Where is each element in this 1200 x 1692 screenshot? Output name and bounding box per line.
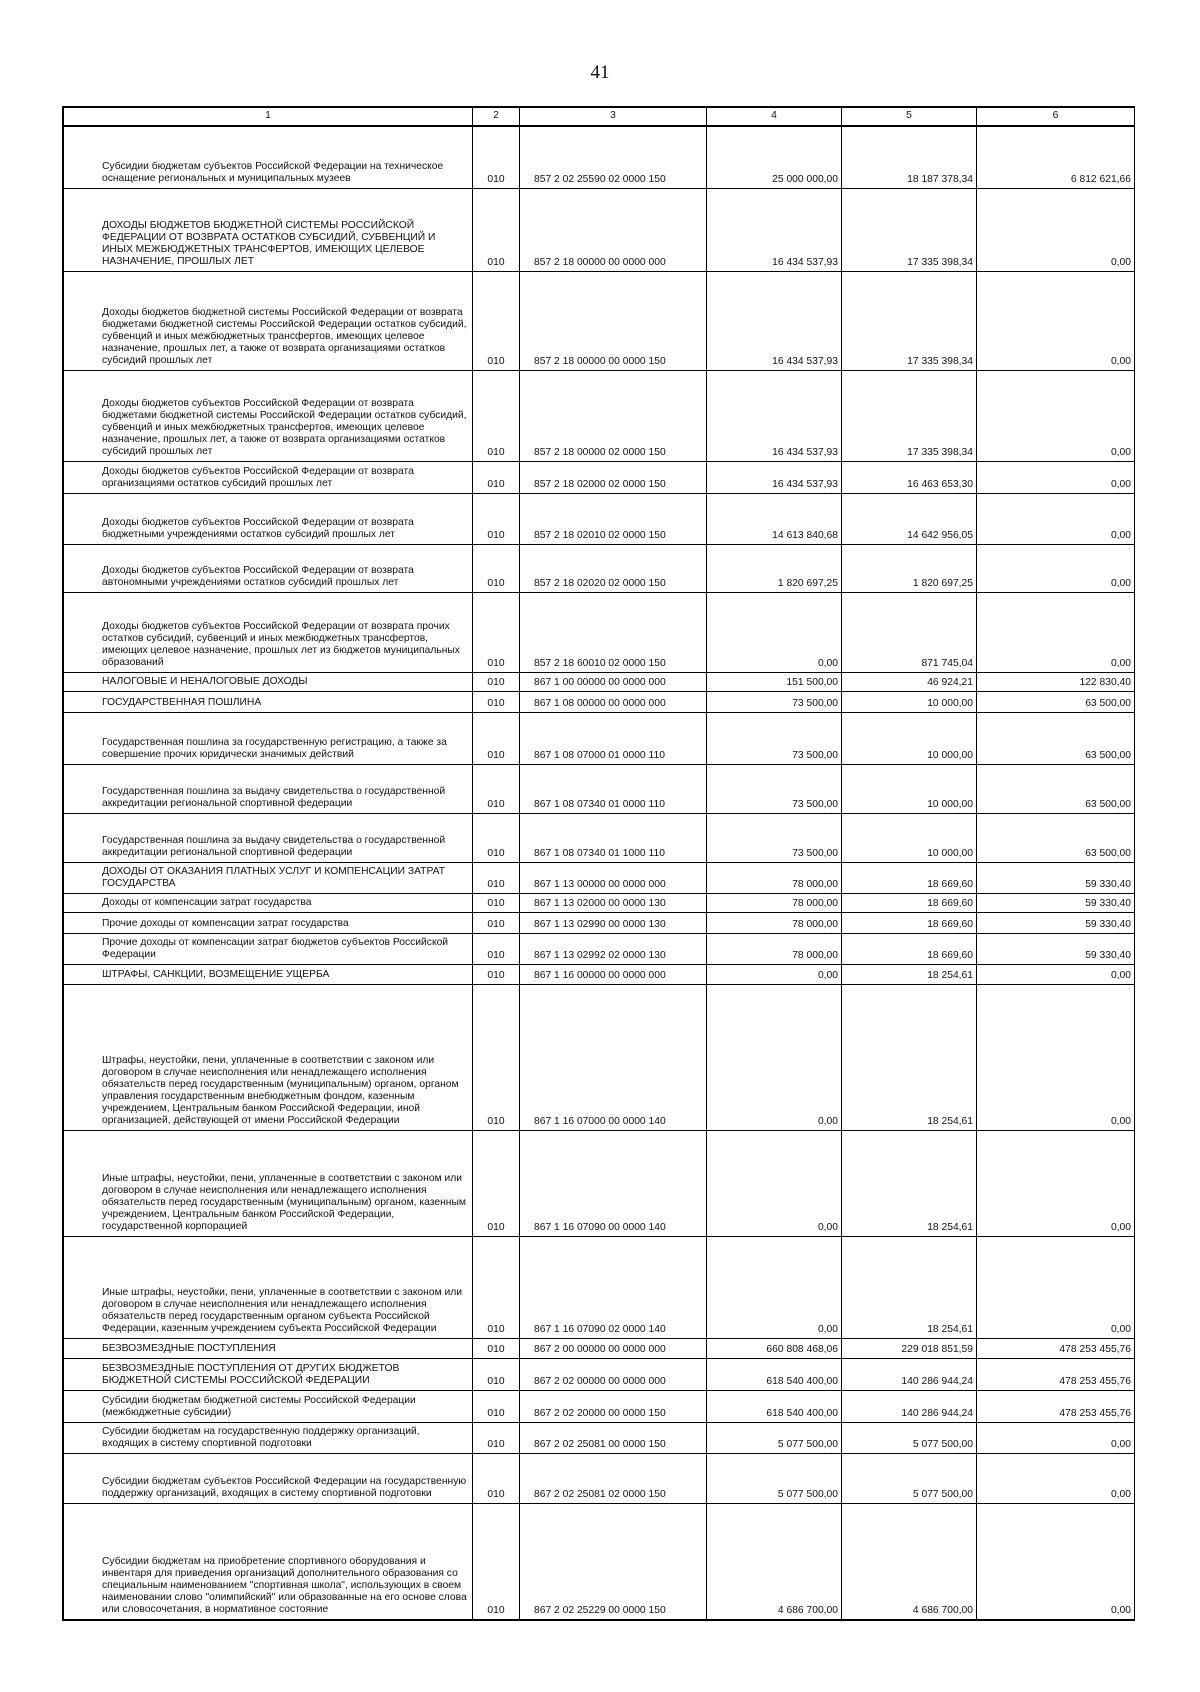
row-value-col4-cell: 4 686 700,00 [707,1503,842,1619]
row-value-col5-cell: 10 000,00 [842,712,977,764]
row-name-cell: БЕЗВОЗМЕЗДНЫЕ ПОСТУПЛЕНИЯ ОТ ДРУГИХ БЮДЖЕТОВ БЮДЖЕТНОЙ СИСТЕМЫ РОССИЙСКОЙ ФЕДЕРАЦИИ [64,1358,473,1390]
row-line-code-cell: 010 [473,1338,520,1358]
row-name-cell: Государственная пошлина за выдачу свидетельства о государственной аккредитации региональной спортивной федерации [64,764,473,813]
row-line-code-cell: 010 [473,1453,520,1503]
row-classification-code-cell: 867 1 13 00000 00 0000 000 [520,862,707,893]
row-value-col6-cell: 0,00 [977,188,1135,271]
row-value-col5-cell: 17 335 398,34 [842,271,977,370]
row-classification-code-cell: 867 1 08 07340 01 0000 110 [520,764,707,813]
row-value-col5-cell: 1 820 697,25 [842,544,977,592]
revenue-table-frame [62,106,1135,1621]
row-value-col6-cell: 0,00 [977,1453,1135,1503]
column-header-1: 1 [64,108,473,127]
row-name-cell: Доходы бюджетов субъектов Российской Федерации от возврата организациями остатков субсидий прошлых лет [64,461,473,493]
row-line-code-cell: 010 [473,1390,520,1422]
row-value-col5-cell: 18 669,60 [842,933,977,964]
row-name-cell: Прочие доходы от компенсации затрат государства [64,912,473,933]
row-value-col6-cell: 63 500,00 [977,813,1135,862]
row-value-col5-cell: 17 335 398,34 [842,188,977,271]
row-value-col6-cell: 0,00 [977,1130,1135,1236]
row-line-code-cell: 010 [473,764,520,813]
row-value-col6-cell: 0,00 [977,493,1135,544]
row-value-col6-cell: 478 253 455,76 [977,1390,1135,1422]
row-line-code-cell: 010 [473,544,520,592]
row-value-col5-cell: 14 642 956,05 [842,493,977,544]
row-value-col6-cell: 59 330,40 [977,893,1135,912]
page-number: 41 [590,62,610,83]
row-name-cell: ГОСУДАРСТВЕННАЯ ПОШЛИНА [64,691,473,712]
row-value-col6-cell: 0,00 [977,461,1135,493]
row-value-col5-cell: 140 286 944,24 [842,1358,977,1390]
row-value-col5-cell: 10 000,00 [842,691,977,712]
table-row [64,1390,1135,1422]
row-classification-code-cell: 867 1 08 07000 01 0000 110 [520,712,707,764]
row-line-code-cell: 010 [473,1236,520,1338]
row-value-col6-cell: 0,00 [977,964,1135,984]
table-row [64,672,1135,691]
row-classification-code-cell: 867 1 13 02990 00 0000 130 [520,912,707,933]
row-line-code-cell: 010 [473,672,520,691]
row-value-col4-cell: 618 540 400,00 [707,1390,842,1422]
table-row [64,592,1135,672]
table-row [64,813,1135,862]
row-value-col4-cell: 660 808 468,06 [707,1338,842,1358]
row-name-cell: Доходы бюджетов субъектов Российской Федерации от возврата автономными учреждениями остатков субсидий прошлых лет [64,544,473,592]
row-classification-code-cell: 867 2 02 20000 00 0000 150 [520,1390,707,1422]
table-row [64,1422,1135,1453]
row-value-col6-cell: 0,00 [977,1236,1135,1338]
row-value-col6-cell: 6 812 621,66 [977,126,1135,188]
row-classification-code-cell: 857 2 18 02020 02 0000 150 [520,544,707,592]
row-line-code-cell: 010 [473,188,520,271]
row-line-code-cell: 010 [473,893,520,912]
row-value-col5-cell: 871 745,04 [842,592,977,672]
row-value-col6-cell: 478 253 455,76 [977,1358,1135,1390]
row-value-col4-cell: 0,00 [707,984,842,1130]
row-value-col5-cell: 229 018 851,59 [842,1338,977,1358]
row-classification-code-cell: 857 2 18 00000 00 0000 150 [520,271,707,370]
row-classification-code-cell: 857 2 18 02010 02 0000 150 [520,493,707,544]
row-classification-code-cell: 867 1 16 07090 00 0000 140 [520,1130,707,1236]
table-row [64,544,1135,592]
row-value-col6-cell: 63 500,00 [977,712,1135,764]
row-name-cell: Доходы бюджетов субъектов Российской Федерации от возврата прочих остатков субсидий, субвенций и иных межбюджетных трансфертов, имеющих целевое назначение, прошлых лет из бюджетов муниципальных образований [64,592,473,672]
row-name-cell: Субсидии бюджетам на приобретение спортивного оборудования и инвентаря для приведения организаций дополнительного образования со специальным наименованием "спортивная школа", использующих в своем наименовании слово "олимпийский" или образованные на его основе слова или словосочетания, в нормативное состояние [64,1503,473,1619]
row-value-col5-cell: 18 669,60 [842,893,977,912]
row-value-col6-cell: 0,00 [977,592,1135,672]
row-value-col4-cell: 0,00 [707,1236,842,1338]
row-value-col5-cell: 18 187 378,34 [842,126,977,188]
row-value-col6-cell: 0,00 [977,1422,1135,1453]
row-value-col6-cell: 59 330,40 [977,933,1135,964]
table-row [64,862,1135,893]
row-value-col4-cell: 25 000 000,00 [707,126,842,188]
table-row [64,1453,1135,1503]
row-value-col5-cell: 5 077 500,00 [842,1453,977,1503]
row-line-code-cell: 010 [473,592,520,672]
table-row [64,1130,1135,1236]
row-name-cell: Субсидии бюджетам на государственную поддержку организаций, входящих в систему спортивной подготовки [64,1422,473,1453]
table-row [64,271,1135,370]
row-value-col5-cell: 18 254,61 [842,984,977,1130]
row-value-col6-cell: 0,00 [977,271,1135,370]
row-classification-code-cell: 867 2 00 00000 00 0000 000 [520,1338,707,1358]
row-name-cell: Доходы бюджетов субъектов Российской Федерации от возврата бюджетами бюджетной системы Российской Федерации остатков субсидий, субвенций и иных межбюджетных трансфертов, имеющих целевое назначение, прошлых лет, а также от возврата организациями остатков субсидий прошлых лет [64,370,473,461]
row-value-col5-cell: 46 924,21 [842,672,977,691]
row-line-code-cell: 010 [473,1130,520,1236]
row-classification-code-cell: 867 2 02 25229 00 0000 150 [520,1503,707,1619]
row-value-col4-cell: 5 077 500,00 [707,1422,842,1453]
row-classification-code-cell: 857 2 18 02000 02 0000 150 [520,461,707,493]
table-row [64,984,1135,1130]
row-value-col4-cell: 1 820 697,25 [707,544,842,592]
row-value-col4-cell: 73 500,00 [707,691,842,712]
row-value-col6-cell: 0,00 [977,1503,1135,1619]
column-header-5: 5 [842,108,977,127]
table-row [64,964,1135,984]
row-value-col6-cell: 478 253 455,76 [977,1338,1135,1358]
table-row [64,126,1135,188]
row-line-code-cell: 010 [473,984,520,1130]
row-line-code-cell: 010 [473,912,520,933]
row-value-col4-cell: 78 000,00 [707,862,842,893]
row-classification-code-cell: 867 1 00 00000 00 0000 000 [520,672,707,691]
table-body [64,126,1135,1619]
table-row [64,461,1135,493]
row-classification-code-cell: 857 2 18 00000 02 0000 150 [520,370,707,461]
table-row [64,1338,1135,1358]
table-row [64,1358,1135,1390]
row-value-col5-cell: 17 335 398,34 [842,370,977,461]
row-value-col4-cell: 151 500,00 [707,672,842,691]
row-value-col4-cell: 0,00 [707,1130,842,1236]
row-name-cell: Прочие доходы от компенсации затрат бюджетов субъектов Российской Федерации [64,933,473,964]
row-line-code-cell: 010 [473,1422,520,1453]
row-name-cell: НАЛОГОВЫЕ И НЕНАЛОГОВЫЕ ДОХОДЫ [64,672,473,691]
row-classification-code-cell: 867 1 08 00000 00 0000 000 [520,691,707,712]
row-value-col5-cell: 18 254,61 [842,1236,977,1338]
row-classification-code-cell: 867 1 16 07090 02 0000 140 [520,1236,707,1338]
row-value-col5-cell: 140 286 944,24 [842,1390,977,1422]
row-value-col4-cell: 618 540 400,00 [707,1358,842,1390]
row-line-code-cell: 010 [473,862,520,893]
row-value-col4-cell: 73 500,00 [707,813,842,862]
table-row [64,493,1135,544]
row-classification-code-cell: 867 1 08 07340 01 1000 110 [520,813,707,862]
row-name-cell: Иные штрафы, неустойки, пени, уплаченные в соответствии с законом или договором в случае неисполнения или ненадлежащего исполнения обязательств перед государственным органом субъекта Российской Федерации, казенным учреждением субъекта Российской Федерации [64,1236,473,1338]
row-classification-code-cell: 867 2 02 25081 02 0000 150 [520,1453,707,1503]
row-line-code-cell: 010 [473,271,520,370]
row-line-code-cell: 010 [473,370,520,461]
row-value-col4-cell: 73 500,00 [707,764,842,813]
row-value-col4-cell: 16 434 537,93 [707,370,842,461]
row-value-col5-cell: 18 669,60 [842,912,977,933]
row-name-cell: ШТРАФЫ, САНКЦИИ, ВОЗМЕЩЕНИЕ УЩЕРБА [64,964,473,984]
row-value-col5-cell: 16 463 653,30 [842,461,977,493]
row-classification-code-cell: 867 1 13 02000 00 0000 130 [520,893,707,912]
row-classification-code-cell: 857 2 18 60010 02 0000 150 [520,592,707,672]
row-value-col5-cell: 18 254,61 [842,964,977,984]
row-name-cell: Штрафы, неустойки, пени, уплаченные в соответствии с законом или договором в случае неисполнения или ненадлежащего исполнения обязательств перед государственным (муниципальным) органом, органом управления государственным внебюджетным фондом, казенным учреждением, Центральным банком Российской Федерации, иной организацией, действующей от имени Российской Федерации [64,984,473,1130]
row-value-col4-cell: 0,00 [707,592,842,672]
row-value-col4-cell: 14 613 840,68 [707,493,842,544]
row-value-col6-cell: 63 500,00 [977,764,1135,813]
row-value-col5-cell: 10 000,00 [842,813,977,862]
row-classification-code-cell: 857 2 02 25590 02 0000 150 [520,126,707,188]
row-name-cell: Государственная пошлина за выдачу свидетельства о государственной аккредитации региональной спортивной федерации [64,813,473,862]
row-classification-code-cell: 857 2 18 00000 00 0000 000 [520,188,707,271]
revenue-table [63,107,1135,1620]
row-value-col4-cell: 78 000,00 [707,893,842,912]
row-line-code-cell: 010 [473,964,520,984]
row-line-code-cell: 010 [473,461,520,493]
row-value-col6-cell: 0,00 [977,370,1135,461]
row-name-cell: Доходы бюджетов субъектов Российской Федерации от возврата бюджетными учреждениями остатков субсидий прошлых лет [64,493,473,544]
row-name-cell: Доходы от компенсации затрат государства [64,893,473,912]
row-value-col4-cell: 73 500,00 [707,712,842,764]
column-header-4: 4 [707,108,842,127]
row-value-col4-cell: 16 434 537,93 [707,461,842,493]
row-name-cell: Субсидии бюджетам бюджетной системы Российской Федерации (межбюджетные субсидии) [64,1390,473,1422]
row-value-col5-cell: 18 669,60 [842,862,977,893]
row-line-code-cell: 010 [473,493,520,544]
row-name-cell: Доходы бюджетов бюджетной системы Российской Федерации от возврата бюджетами бюджетной системы Российской Федерации остатков субсидий, субвенций и иных межбюджетных трансфертов, имеющих целевое назначение, прошлых лет, а также от возврата организациями остатков субсидий прошлых лет [64,271,473,370]
row-name-cell: Субсидии бюджетам субъектов Российской Федерации на государственную поддержку организаций, входящих в систему спортивной подготовки [64,1453,473,1503]
row-classification-code-cell: 867 2 02 25081 00 0000 150 [520,1422,707,1453]
table-row [64,370,1135,461]
row-name-cell: Субсидии бюджетам субъектов Российской Федерации на техническое оснащение региональных и муниципальных музеев [64,126,473,188]
row-line-code-cell: 010 [473,933,520,964]
row-line-code-cell: 010 [473,712,520,764]
row-value-col4-cell: 16 434 537,93 [707,271,842,370]
row-value-col5-cell: 18 254,61 [842,1130,977,1236]
row-name-cell: ДОХОДЫ БЮДЖЕТОВ БЮДЖЕТНОЙ СИСТЕМЫ РОССИЙСКОЙ ФЕДЕРАЦИИ ОТ ВОЗВРАТА ОСТАТКОВ СУБСИДИЙ, СУБВЕНЦИЙ И ИНЫХ МЕЖБЮДЖЕТНЫХ ТРАНСФЕРТОВ, ИМЕЮЩИХ ЦЕЛЕВОЕ НАЗНАЧЕНИЕ, ПРОШЛЫХ ЛЕТ [64,188,473,271]
column-header-3: 3 [520,108,707,127]
row-name-cell: Иные штрафы, неустойки, пени, уплаченные в соответствии с законом или договором в случае неисполнения или ненадлежащего исполнения обязательств перед государственным (муниципальным) органом, казенным учреждением, Центральным банком Российской Федерации, государственной корпорацией [64,1130,473,1236]
row-value-col4-cell: 5 077 500,00 [707,1453,842,1503]
table-row [64,691,1135,712]
row-value-col4-cell: 0,00 [707,964,842,984]
row-value-col6-cell: 63 500,00 [977,691,1135,712]
row-classification-code-cell: 867 1 13 02992 02 0000 130 [520,933,707,964]
row-value-col6-cell: 0,00 [977,544,1135,592]
table-row [64,1236,1135,1338]
row-classification-code-cell: 867 2 02 00000 00 0000 000 [520,1358,707,1390]
table-row [64,933,1135,964]
row-line-code-cell: 010 [473,1503,520,1619]
row-value-col4-cell: 78 000,00 [707,933,842,964]
row-value-col6-cell: 0,00 [977,984,1135,1130]
row-line-code-cell: 010 [473,126,520,188]
table-row [64,764,1135,813]
row-value-col4-cell: 16 434 537,93 [707,188,842,271]
row-value-col6-cell: 59 330,40 [977,912,1135,933]
row-line-code-cell: 010 [473,1358,520,1390]
row-value-col6-cell: 122 830,40 [977,672,1135,691]
table-row [64,893,1135,912]
row-value-col5-cell: 10 000,00 [842,764,977,813]
table-header-row [64,108,1135,127]
column-header-2: 2 [473,108,520,127]
row-name-cell: БЕЗВОЗМЕЗДНЫЕ ПОСТУПЛЕНИЯ [64,1338,473,1358]
row-value-col5-cell: 5 077 500,00 [842,1422,977,1453]
table-row [64,188,1135,271]
row-name-cell: ДОХОДЫ ОТ ОКАЗАНИЯ ПЛАТНЫХ УСЛУГ И КОМПЕНСАЦИИ ЗАТРАТ ГОСУДАРСТВА [64,862,473,893]
row-value-col5-cell: 4 686 700,00 [842,1503,977,1619]
row-value-col6-cell: 59 330,40 [977,862,1135,893]
row-line-code-cell: 010 [473,813,520,862]
row-classification-code-cell: 867 1 16 07000 00 0000 140 [520,984,707,1130]
table-row [64,1503,1135,1619]
row-line-code-cell: 010 [473,691,520,712]
column-header-6: 6 [977,108,1135,127]
table-row [64,912,1135,933]
table-row [64,712,1135,764]
row-classification-code-cell: 867 1 16 00000 00 0000 000 [520,964,707,984]
row-value-col4-cell: 78 000,00 [707,912,842,933]
row-name-cell: Государственная пошлина за государственную регистрацию, а также за совершение прочих юридически значимых действий [64,712,473,764]
